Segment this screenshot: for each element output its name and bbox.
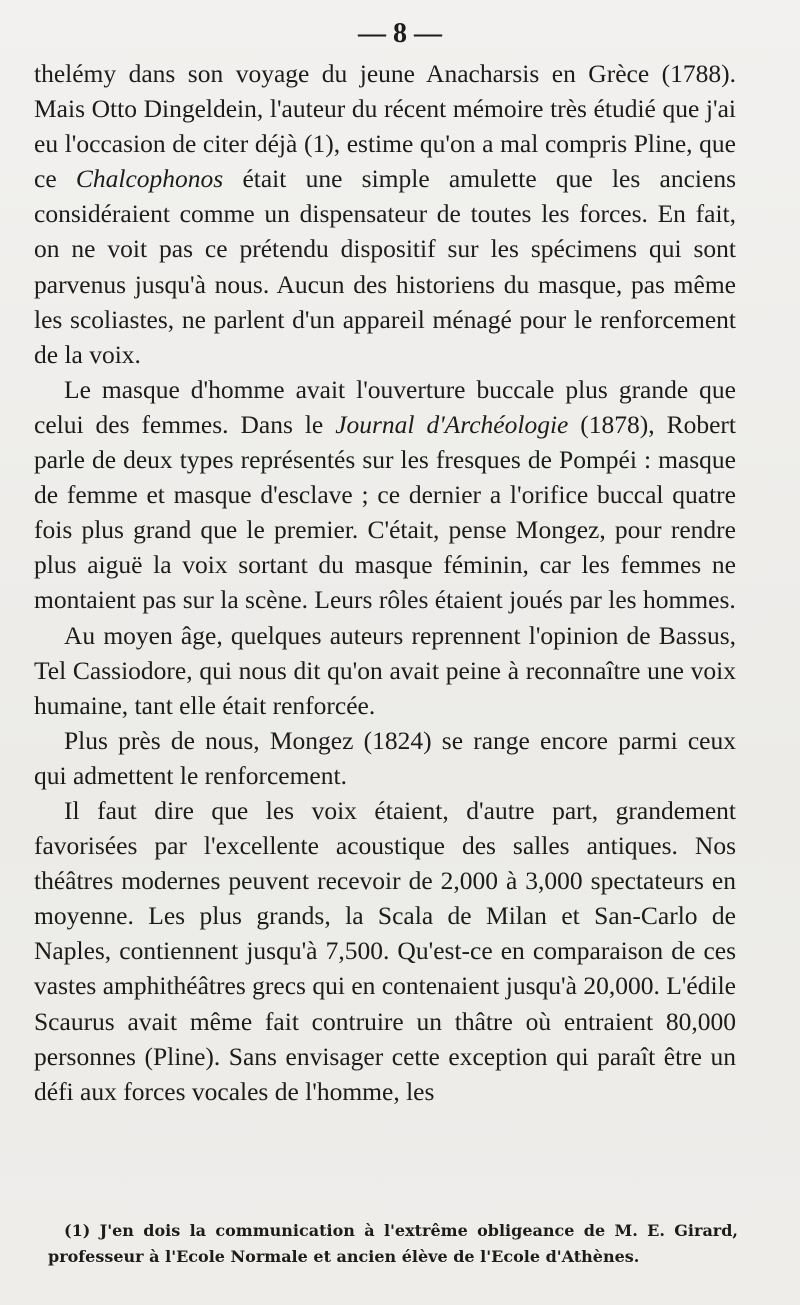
page-number: — 8 — <box>358 18 442 49</box>
text-run: Plus près de nous, Mongez (1824) se range encore parmi ceux qui admettent le renforcement. <box>34 725 736 790</box>
body-text <box>34 56 736 1109</box>
paragraph <box>34 723 736 793</box>
text-run: Le masque d'homme avait l'ouverture buccale plus grande que celui des femmes. Dans le <box>34 374 736 439</box>
paragraph <box>34 793 736 1109</box>
text-run: Au moyen âge, quelques auteurs reprennent l'opinion de Bassus, Tel Cassiodore, qui nous dit qu'on avait peine à reconnaître une voix humaine, tant elle était renforcée. <box>34 620 736 720</box>
footnote <box>48 1218 738 1270</box>
italic-title: Journal d'Archéologie <box>335 409 569 439</box>
text-run: thelémy dans son voyage du jeune Anacharsis en Grèce (1788). Mais Otto Dingeldein, l'auteur du récent mémoire très étudié que j'ai eu l'occasion de citer déjà (1), estime qu'on a mal compris Pline, que ce <box>34 59 736 194</box>
text-run: Il faut dire que les voix étaient, d'autre part, grandement favorisées par l'excellente acoustique des salles antiques. Nos théâtres modernes peuvent recevoir de 2,000 à 3,000 spectateurs en moyenne. Les plus grands, la Scala de Milan et San-Carlo de Naples, contiennent jusqu'à 7,500. Qu'est-ce en comparaison de ces vastes amphithéâtres grecs qui en contenaient jusqu'à 20,000. L'édile Scaurus avait même fait contruire un thâtre où entraient 80,000 personnes (Pline). Sans envisager cette exception qui paraît être un défi aux forces vocales de l'homme, les <box>34 795 736 1106</box>
italic-title: Chalcophonos <box>75 164 224 194</box>
footnote-text: (1) J'en dois la communication à l'extrême obligeance de M. E. Girard, professeur à l'Ecole Normale et ancien élève de l'Ecole d'Athènes. <box>48 1221 738 1266</box>
text-run: (1878), Robert parle de deux types représentés sur les fresques de Pompéi : masque de femme et masque d'esclave ; ce dernier a l'orifice buccal quatre fois plus grand que le premier. C'était, pense Mongez, pour rendre plus aiguë la voix sortant du masque féminin, car les femmes ne montaient pas sur la scène. Leurs rôles étaient joués par les hommes. <box>34 409 736 615</box>
paragraph <box>34 372 736 618</box>
paragraph <box>34 56 736 372</box>
text-run: était une simple amulette que les anciens considéraient comme un dispensateur de toutes les forces. En fait, on ne voit pas ce prétendu dispositif sur les spécimens qui sont parvenus jusqu'à nous. Aucun des historiens du masque, pas même les scoliastes, ne parlent d'un appareil ménagé pour le renforcement de la voix. <box>34 164 736 369</box>
paragraph <box>34 618 736 723</box>
